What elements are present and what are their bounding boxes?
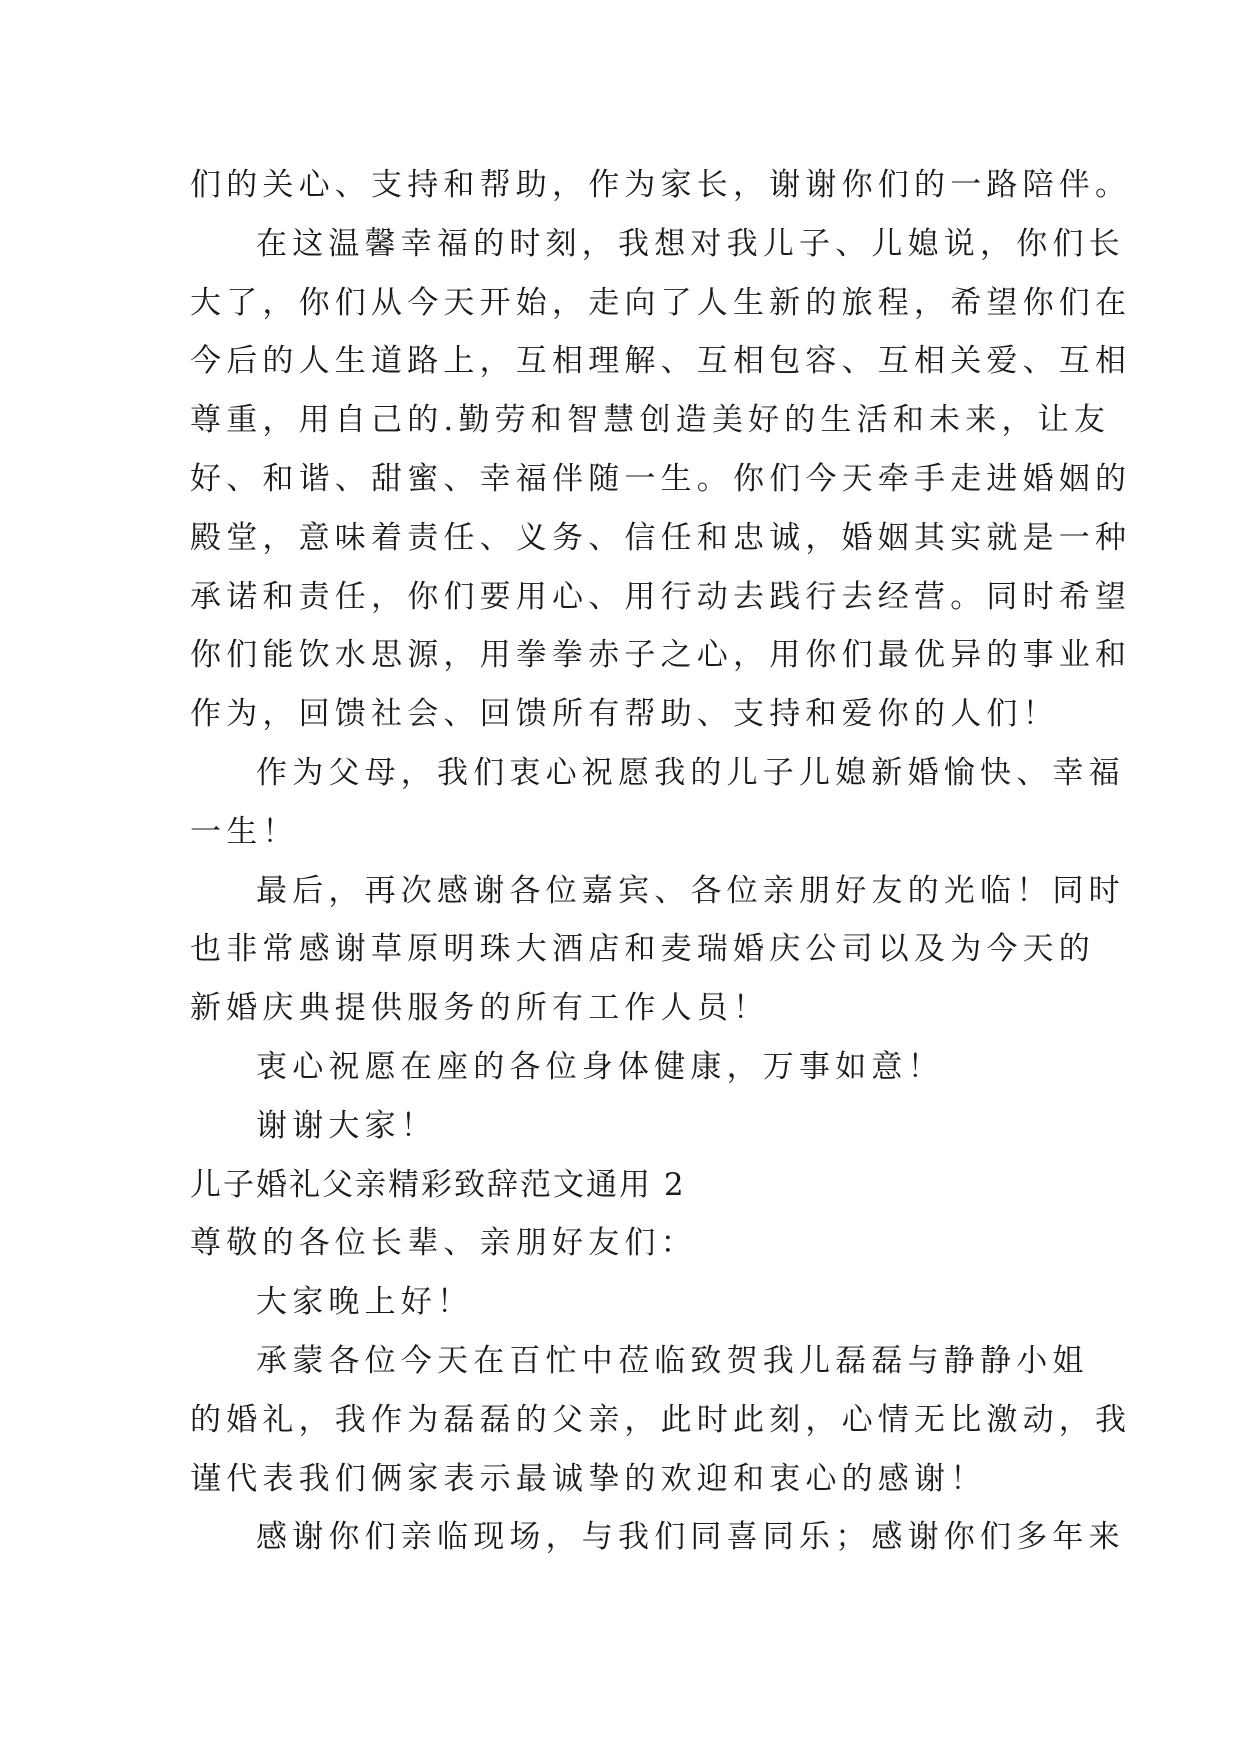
text-line: 今后的人生道路上，互相理解、互相包容、互相关爱、互相 [190, 343, 1132, 380]
text-line: 尊重，用自己的.勤劳和智慧创造美好的生活和未来，让友 [190, 402, 1111, 439]
document-body [190, 156, 1132, 1567]
text-line: 新婚庆典提供服务的所有工作人员！ [190, 990, 770, 1027]
text-line: 也非常感谢草原明珠大酒店和麦瑞婚庆公司以及为今天的 [190, 931, 1095, 968]
section-heading: 儿子婚礼父亲精彩致辞范文通用 2 [190, 1166, 686, 1203]
text-line: 谨代表我们俩家表示最诚挚的欢迎和衷心的感谢！ [190, 1460, 987, 1497]
salutation: 尊敬的各位长辈、亲朋好友们： [190, 1225, 697, 1262]
text-line: 的婚礼，我作为磊磊的父亲，此时此刻，心情无比激动，我 [190, 1401, 1132, 1438]
text-line: 作为父母，我们衷心祝愿我的儿子儿媳新婚愉快、幸福 [256, 754, 1125, 791]
text-line: 大了，你们从今天开始，走向了人生新的旅程，希望你们在 [190, 284, 1132, 321]
text-line: 最后，再次感谢各位嘉宾、各位亲朋好友的光临！同时 [256, 872, 1125, 909]
text-line: 你们能饮水思源，用拳拳赤子之心，用你们最优异的事业和 [190, 637, 1132, 674]
text-line: 承蒙各位今天在百忙中莅临致贺我儿磊磊与静静小姐 [256, 1342, 1089, 1379]
text-line: 谢谢大家！ [256, 1107, 437, 1144]
text-line: 承诺和责任，你们要用心、用行动去践行去经营。同时希望 [190, 578, 1132, 615]
text-line: 殿堂，意味着责任、义务、信任和忠诚，婚姻其实就是一种 [190, 519, 1132, 556]
text-line: 大家晚上好！ [256, 1284, 474, 1321]
text-line: 作为，回馈社会、回馈所有帮助、支持和爱你的人们！ [190, 696, 1059, 733]
text-line: 感谢你们亲临现场，与我们同喜同乐；感谢你们多年来 [256, 1519, 1125, 1556]
text-line: 们的关心、支持和帮助，作为家长，谢谢你们的一路陪伴。 [190, 167, 1132, 203]
text-line: 在这温馨幸福的时刻，我想对我儿子、儿媳说，你们长 [256, 225, 1125, 262]
text-line: 好、和谐、甜蜜、幸福伴随一生。你们今天牵手走进婚姻的 [190, 460, 1132, 497]
text-line: 一生！ [190, 813, 299, 850]
text-line: 衷心祝愿在座的各位身体健康，万事如意！ [256, 1048, 944, 1085]
